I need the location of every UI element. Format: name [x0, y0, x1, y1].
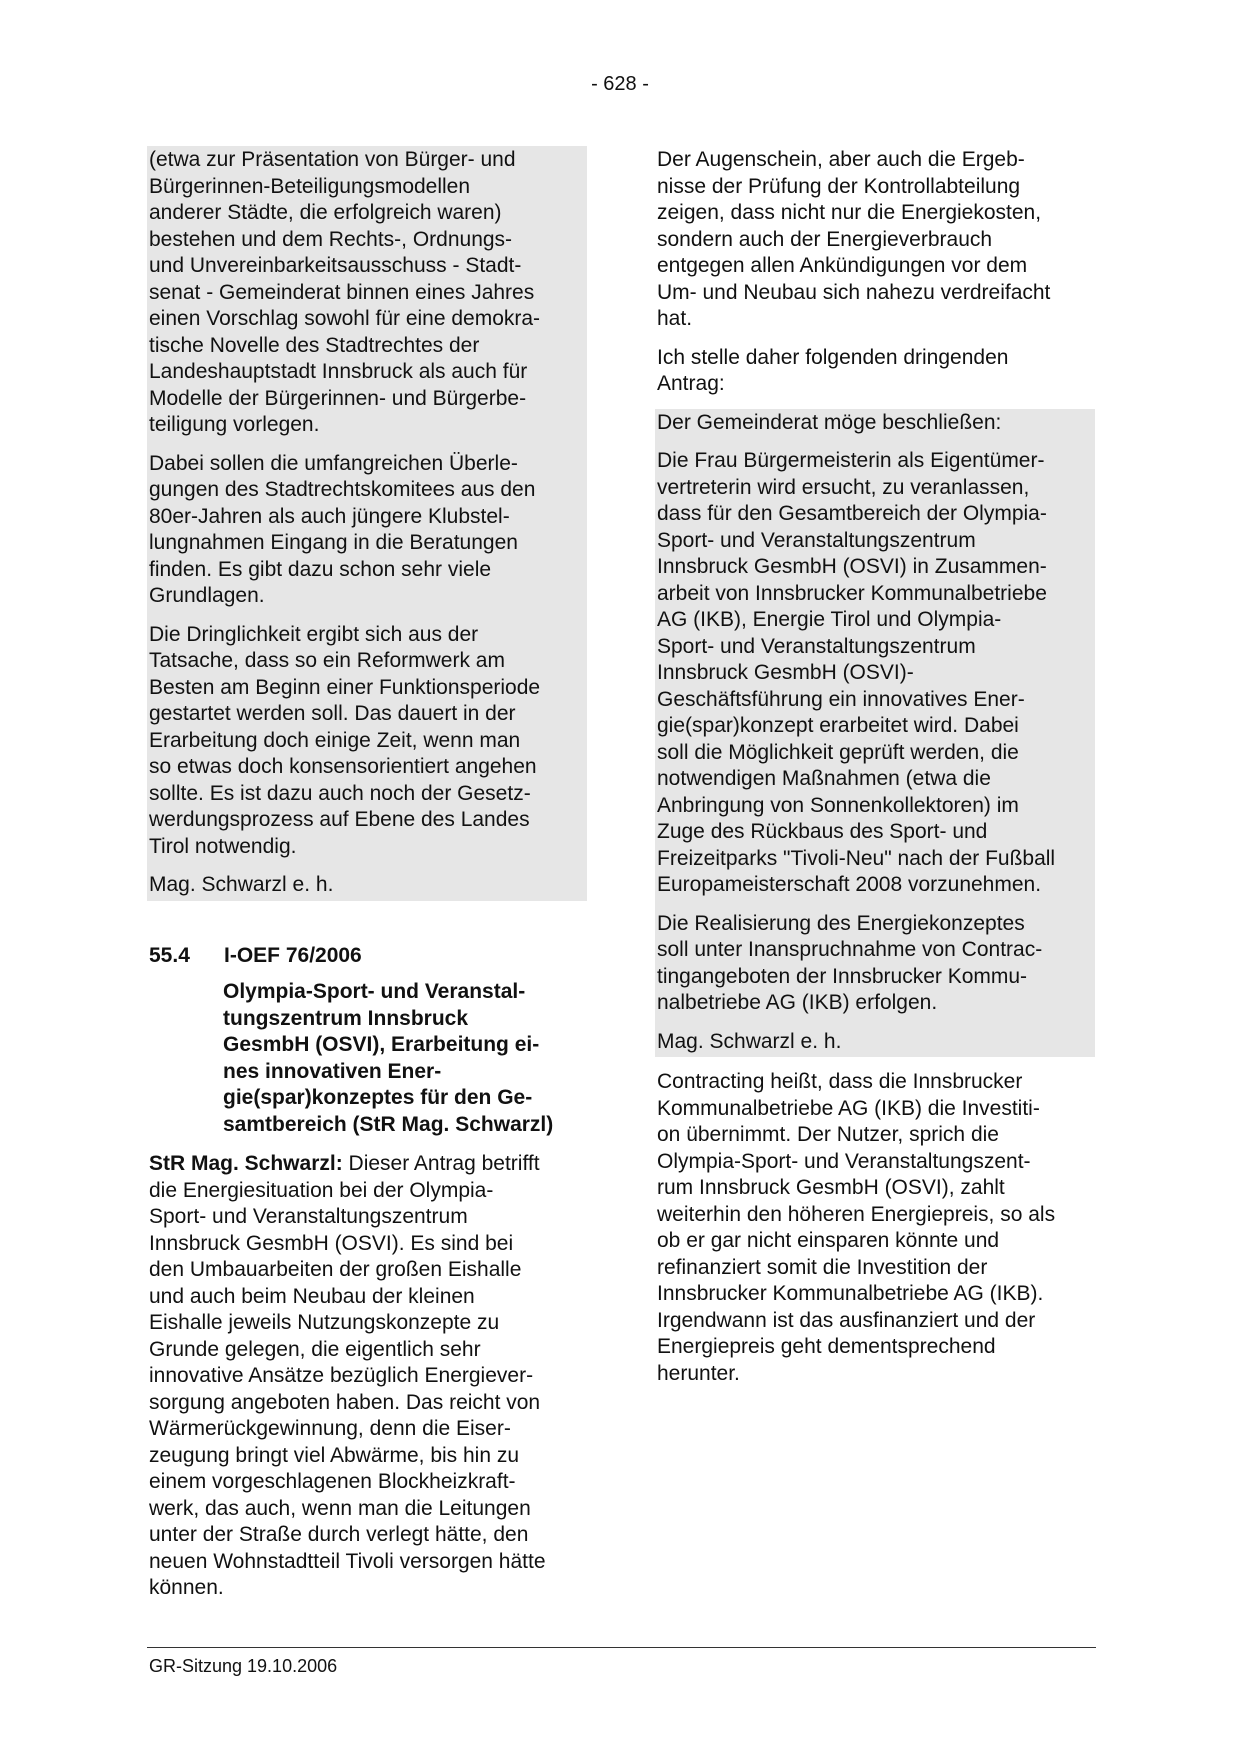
motion-text-block: [147, 146, 587, 901]
footer-text: GR-Sitzung 19.10.2006: [149, 1656, 338, 1676]
paragraph: Der Gemeinderat möge beschließen:: [657, 410, 1002, 434]
signature-line: Mag. Schwarzl e. h.: [657, 1029, 842, 1053]
paragraph: Die Frau Bürgermeisterin als Eigentümer- vertreterin wird ersucht, zu veranlassen, dass für den Gesamtbereich der Olympia- Sport- und Veranstaltungszentrum Innsbruck GesmbH (OSVI) in Zusammen- arbeit von Innsbrucker Kommunalbetriebe AG (IKB), Energie Tirol und Olympia- Sport- und Veranstaltungszentrum Innsbruck GesmbH (OSVI)- Geschäftsführung ein innovatives Ener- gie(spar)konzept erarbeitet wird. Dabei soll die Möglichkeit geprüft werden, die notwendigen Maßnahmen (etwa die Anbringung von Sonnenkollektoren) im Zuge des Rückbaus des Sport- und Freizeitparks "Tivoli-Neu" nach der Fußball Europameisterschaft 2008 vorzunehmen.: [657, 449, 1056, 896]
right-column: [655, 146, 1095, 1398]
paragraph: Dabei sollen die umfangreichen Überle- gungen des Stadtrechtskomitees aus den 80er-Jahren als auch jüngere Klubstel- lungnahmen Eingang in die Beratungen finden. Es gibt dazu schon sehr viele Grundlagen.: [149, 451, 536, 607]
paragraph: Die Dringlichkeit ergibt sich aus der Tatsache, dass so ein Reformwerk am Besten am Beginn einer Funktionsperiode gestartet werden soll. Das dauert in der Erarbeitung doch einige Zeit, wenn man so etwas doch konsensorientiert angehen sollte. Es ist dazu auch noch der Gesetz- werdungsprozess auf Ebene des Landes Tirol notwendig.: [149, 622, 541, 858]
speech-paragraph: [147, 1150, 587, 1602]
paragraph: Der Augenschein, aber auch die Ergeb- nisse der Prüfung der Kontrollabteilung zeigen, dass nicht nur die Energiekosten, sondern auch der Energieverbrauch entgegen allen Ankündigungen vor dem Um- und Neubau sich nahezu verdreifacht hat.: [657, 148, 1051, 330]
page-number: - 628 -: [591, 73, 649, 95]
section-number: 55.4: [149, 943, 190, 967]
speaker-name: StR Mag. Schwarzl:: [149, 1152, 343, 1175]
section-title: Olympia-Sport- und Veranstal- tungszentrum Innsbruck GesmbH (OSVI), Erarbeitung ei- nes innovativen Ener- gie(spar)konzeptes für den Ge- samtbereich (StR Mag. Schwarzl): [223, 980, 554, 1136]
footer-divider: [147, 1647, 1096, 1648]
paragraph: Contracting heißt, dass die Innsbrucker Kommunalbetriebe AG (IKB) die Investiti- on übernimmt. Der Nutzer, sprich die Olympia-Sport- und Veranstaltungszent- rum Innsbruck GesmbH (OSVI), zahlt weiterhin den höheren Energiepreis, so als ob er gar nicht einsparen könnte und refinanziert somit die Investition der Innsbrucker Kommunalbetriebe AG (IKB). Irgendwann ist das ausfinanziert und der Energiepreis geht dementsprechend herunter.: [657, 1070, 1056, 1385]
left-column: [147, 146, 587, 1613]
paragraph: Die Realisierung des Energiekonzeptes soll unter Inanspruchnahme von Contrac- tingangeboten der Innsbrucker Kommu- nalbetriebe AG (IKB) erfolgen.: [657, 911, 1043, 1014]
signature-line: Mag. Schwarzl e. h.: [149, 873, 334, 896]
speech-text: Dieser Antrag betrifft die Energiesituation bei der Olympia- Sport- und Veranstaltungszentrum Innsbruck GesmbH (OSVI). Es sind bei den Umbauarbeiten der großen Eishalle und auch beim Neubau der kleinen Eishalle jeweils Nutzungskonzepte zu Grunde gelegen, die eigentlich sehr innovative Ansätze bezüglich Energiever- sorgung angeboten haben. Das reicht von Wärmerückgewinnung, denn die Eiser- zeugung bringt viel Abwärme, bis hin zu einem vorgeschlagenen Blockheizkraft- werk, das auch, wenn man die Leitungen unter der Straße durch verlegt hätte, den neuen Wohnstadtteil Tivoli versorgen hätte können.: [149, 1152, 546, 1599]
paragraph: (etwa zur Präsentation von Bürger- und Bürgerinnen-Beteiligungsmodellen anderer Städte, die erfolgreich waren) bestehen und dem Rechts-, Ordnungs- und Unvereinbarkeitsausschuss - Stadt- senat - Gemeinderat binnen eines Jahres einen Vorschlag sowohl für eine demokra- tische Novelle des Stadtrechtes der Landeshauptstadt Innsbruck als auch für Modelle der Bürgerinnen- und Bürgerbe- teiligung vorlegen.: [149, 148, 541, 436]
section-heading: [147, 943, 587, 970]
motion-text-block: [655, 409, 1095, 1058]
paragraph: Ich stelle daher folgenden dringenden Antrag:: [657, 345, 1009, 395]
section-code: I-OEF 76/2006: [224, 943, 362, 967]
